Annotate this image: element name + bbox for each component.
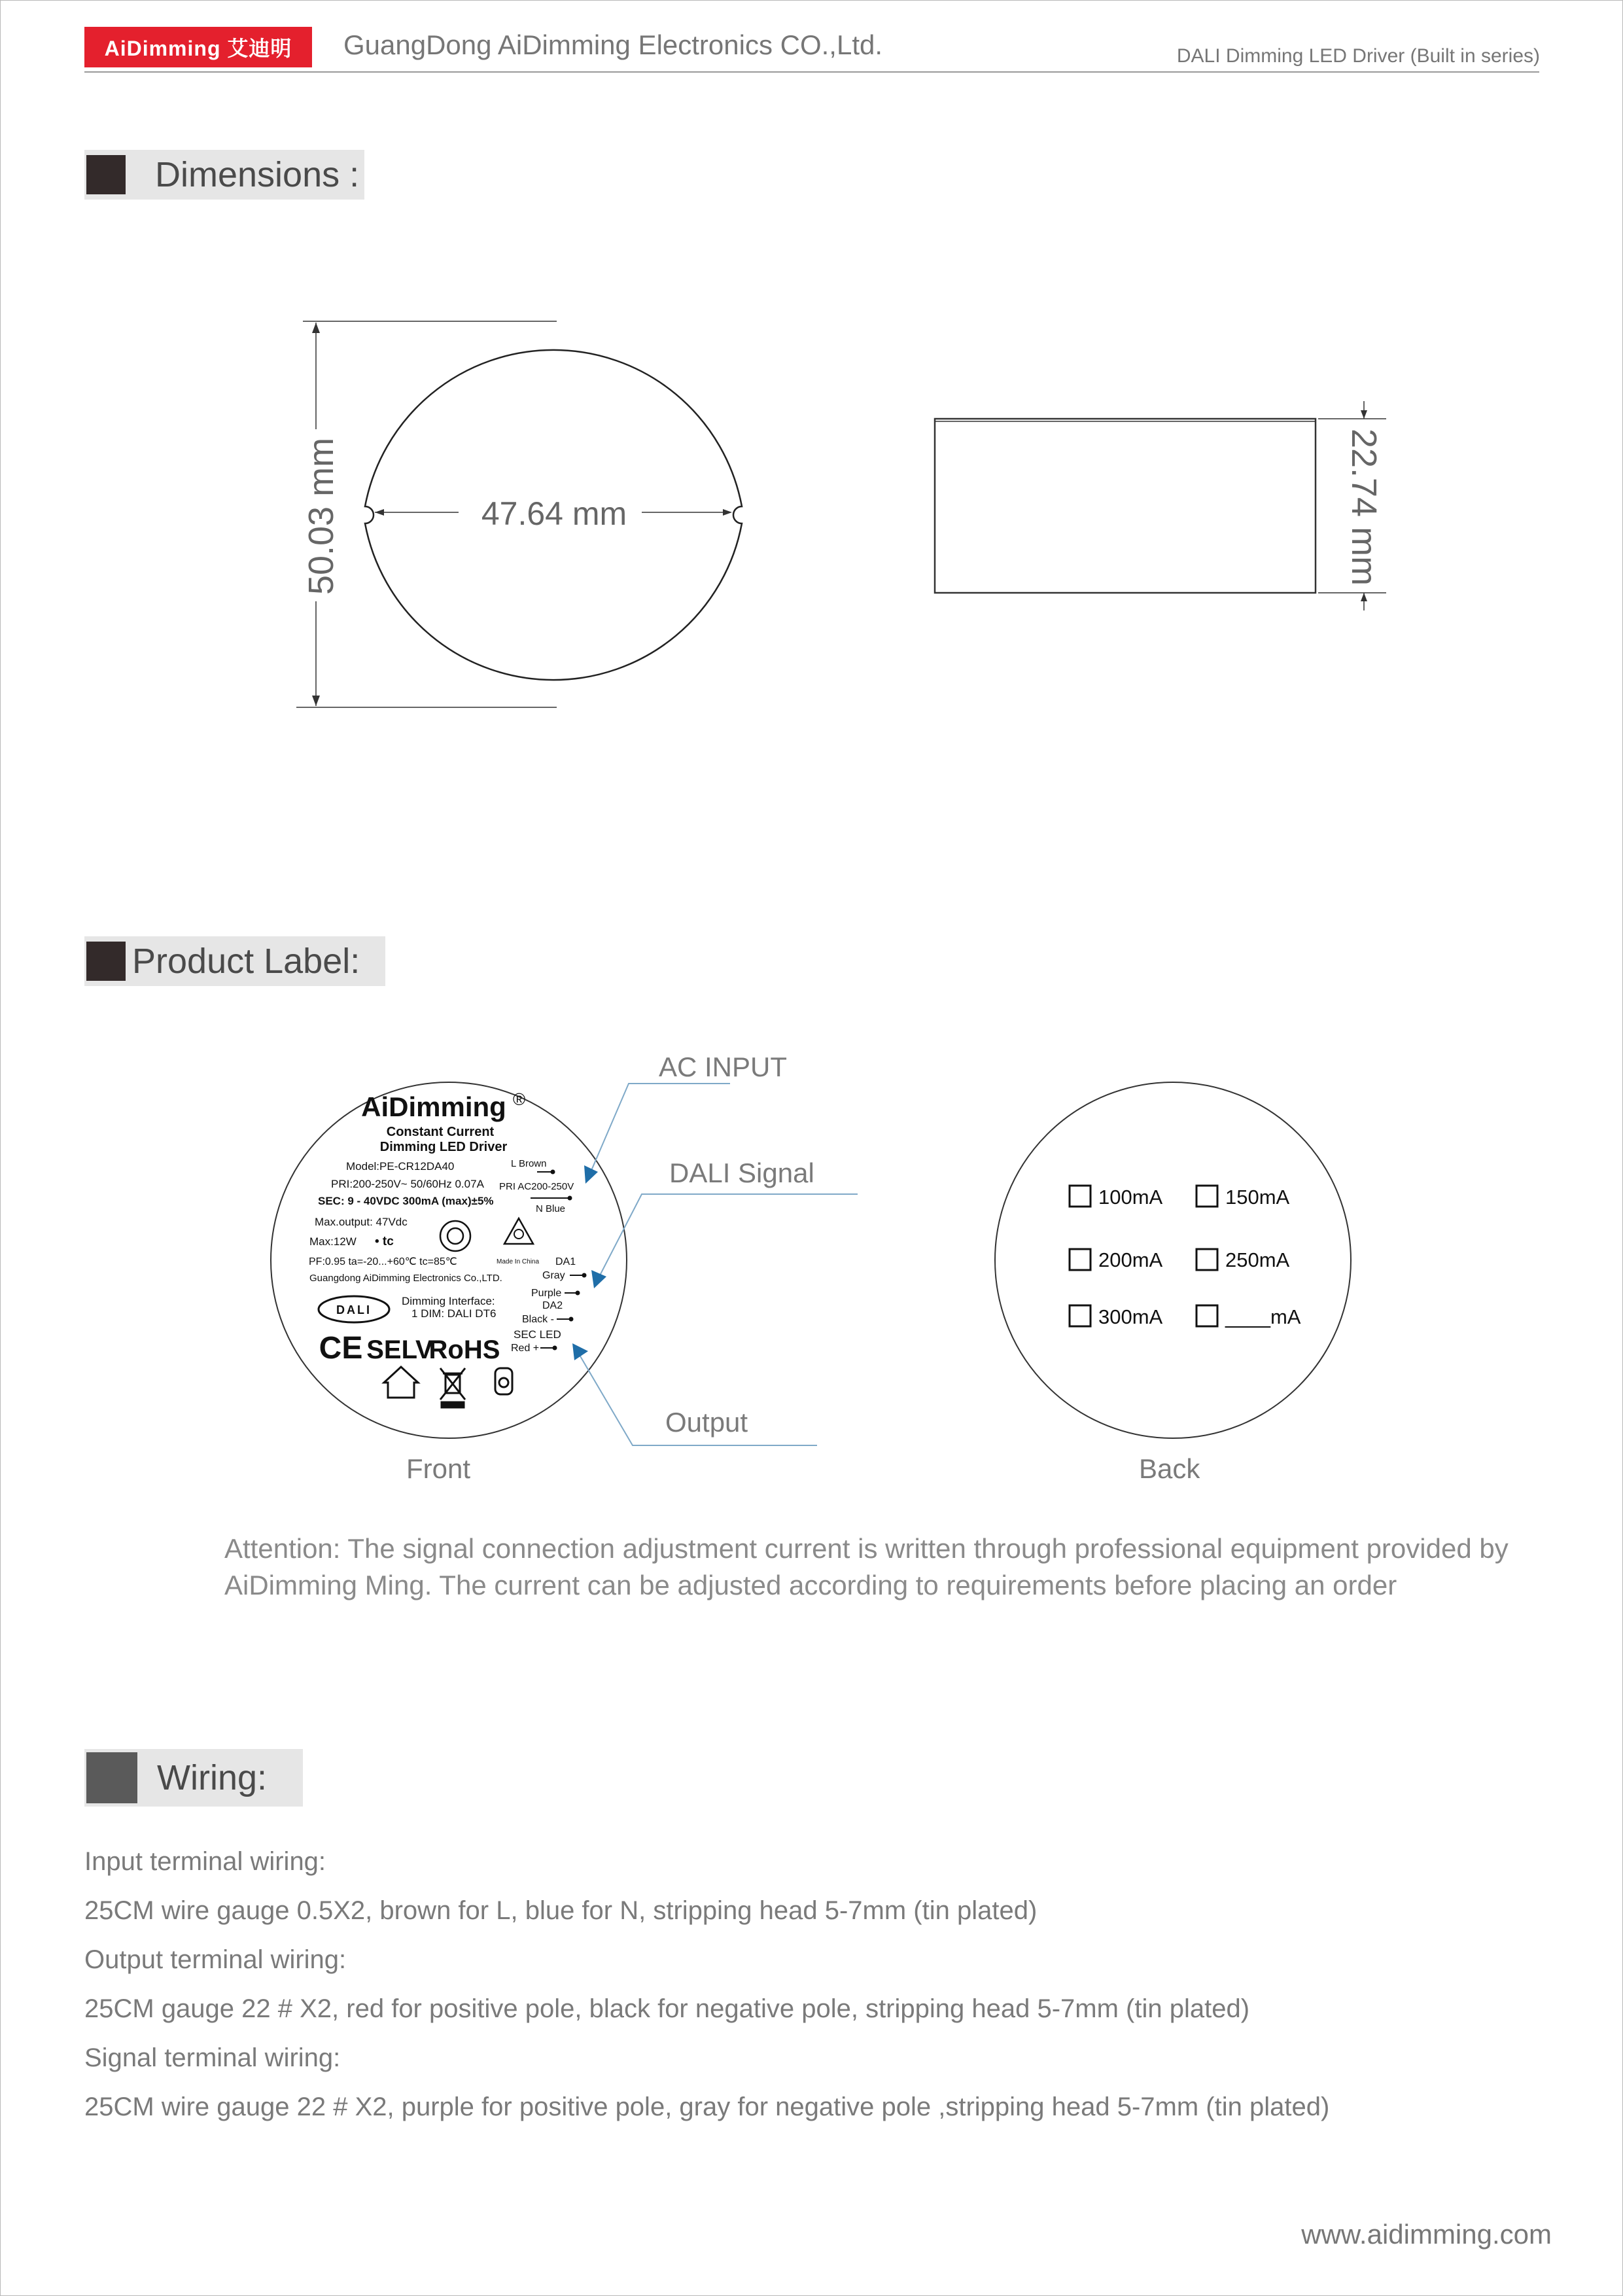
wire-black: Black - bbox=[522, 1314, 554, 1325]
rohs-mark: RoHS bbox=[428, 1335, 500, 1364]
wire-sec-led: SEC LED bbox=[514, 1328, 561, 1341]
wire-dot bbox=[551, 1170, 555, 1174]
front-max-w: Max:12W bbox=[309, 1235, 357, 1248]
front-dim-type: 1 DIM: DALI DT6 bbox=[411, 1307, 497, 1320]
option-200ma: 200mA bbox=[1098, 1248, 1163, 1271]
width-label: 47.64 mm bbox=[481, 495, 627, 532]
wire-red: Red + bbox=[511, 1343, 540, 1354]
back-label-outline bbox=[995, 1082, 1351, 1438]
dimensions-heading bbox=[84, 150, 364, 200]
arrow-down-icon bbox=[1361, 410, 1367, 419]
front-caption: Front bbox=[406, 1453, 471, 1484]
wiring-heading bbox=[84, 1749, 303, 1807]
website-link[interactable]: www.aidimming.com bbox=[1301, 2219, 1552, 2250]
document-title: DALI Dimming LED Driver (Built in series) bbox=[1176, 45, 1540, 67]
side-view-outline bbox=[935, 419, 1316, 593]
dimension-drawing bbox=[1, 289, 1440, 733]
option-150ma: 150mA bbox=[1225, 1186, 1290, 1209]
back-caption: Back bbox=[1139, 1453, 1200, 1484]
wire-da1: DA1 bbox=[555, 1256, 576, 1267]
option-custom-ma: ____mA bbox=[1225, 1305, 1301, 1328]
made-in-china: Made In China bbox=[497, 1258, 540, 1265]
arrow-left-icon bbox=[375, 509, 384, 516]
option-100ma: 100mA bbox=[1098, 1186, 1163, 1209]
wire-n-blue: N Blue bbox=[536, 1203, 566, 1214]
callout-dali-signal: DALI Signal bbox=[669, 1157, 814, 1188]
wire-dot bbox=[569, 1317, 574, 1322]
selv-mark: SELV bbox=[366, 1335, 433, 1364]
wire-dot bbox=[568, 1196, 572, 1201]
attention-note: Attention: The signal connection adjustment current is written through professional equipment provided by AiDimming Ming. The current can be adjusted according to requirements before placing an order bbox=[224, 1533, 1509, 1600]
brand-logo bbox=[84, 27, 312, 67]
wiring-heading-label: Wiring: bbox=[157, 1758, 268, 1797]
wire-dot bbox=[576, 1291, 580, 1296]
wire-da2: DA2 bbox=[542, 1300, 563, 1311]
front-line2: Dimming LED Driver bbox=[379, 1140, 508, 1154]
product-label-drawing bbox=[249, 1028, 1401, 1499]
wiring-input-title: Input terminal wiring: bbox=[84, 1847, 326, 1876]
registered-mark: ® bbox=[513, 1089, 526, 1109]
company-name: GuangDong AiDimming Electronics CO.,Ltd. bbox=[343, 29, 883, 60]
front-sec: SEC: 9 - 40VDC 300mA (max)±5% bbox=[318, 1195, 494, 1207]
arrow-up-icon bbox=[1361, 593, 1367, 601]
front-pf: PF:0.95 ta=-20...+60℃ tc=85℃ bbox=[309, 1256, 457, 1267]
dimensions-heading-label: Dimensions : bbox=[155, 155, 360, 194]
front-max-output: Max.output: 47Vdc bbox=[315, 1216, 408, 1228]
dali-logo-text: DALI bbox=[336, 1303, 372, 1316]
brand-logo-text: AiDimming 艾迪明 bbox=[104, 37, 292, 60]
front-brand: AiDimming bbox=[361, 1091, 506, 1122]
front-tc: • tc bbox=[375, 1235, 394, 1248]
front-dim-interface: Dimming Interface: bbox=[402, 1295, 495, 1307]
heading-square-icon bbox=[86, 942, 126, 981]
callout-ac-input: AC INPUT bbox=[659, 1051, 788, 1082]
option-300ma: 300mA bbox=[1098, 1305, 1163, 1328]
heading-square-icon bbox=[86, 155, 126, 194]
product-label-heading-label: Product Label: bbox=[132, 942, 360, 981]
front-model: Model:PE-CR12DA40 bbox=[346, 1160, 455, 1173]
arrow-right-icon bbox=[723, 509, 732, 516]
wiring-signal-detail: 25CM wire gauge 22 # X2, purple for positive pole, gray for negative pole ,stripping head 5-7mm (tin plated) bbox=[84, 2093, 1330, 2121]
height-label: 50.03 mm bbox=[302, 437, 341, 595]
callout-output: Output bbox=[665, 1407, 748, 1438]
product-label-heading bbox=[84, 936, 385, 986]
thickness-label: 22.74 mm bbox=[1344, 428, 1384, 586]
wire-purple: Purple bbox=[531, 1288, 562, 1299]
wire-dot bbox=[582, 1273, 587, 1278]
wire-l-brown: L Brown bbox=[511, 1158, 547, 1169]
wire-dot bbox=[553, 1346, 557, 1351]
heading-square-icon bbox=[86, 1752, 137, 1803]
wire-pri-ac: PRI AC200-250V bbox=[499, 1181, 574, 1192]
front-line1: Constant Current bbox=[386, 1125, 495, 1139]
arrow-up-icon bbox=[312, 323, 320, 333]
wiring-input-detail: 25CM wire gauge 0.5X2, brown for L, blue for N, stripping head 5-7mm (tin plated) bbox=[84, 1896, 1038, 1925]
wiring-signal-title: Signal terminal wiring: bbox=[84, 2043, 341, 2072]
front-company: Guangdong AiDimming Electronics Co.,LTD. bbox=[309, 1273, 502, 1284]
dali-signal-leader bbox=[599, 1194, 858, 1277]
header-divider bbox=[84, 71, 1539, 73]
front-pri: PRI:200-250V~ 50/60Hz 0.07A bbox=[331, 1178, 484, 1190]
wire-gray: Gray bbox=[542, 1270, 565, 1281]
option-250ma: 250mA bbox=[1225, 1248, 1290, 1271]
ce-mark: CE bbox=[319, 1331, 363, 1366]
wiring-output-detail: 25CM gauge 22 # X2, red for positive pole, black for negative pole, stripping head 5-7mm (tin plated) bbox=[84, 1994, 1250, 2023]
arrow-down-icon bbox=[312, 696, 320, 706]
wiring-output-title: Output terminal wiring: bbox=[84, 1945, 347, 1974]
